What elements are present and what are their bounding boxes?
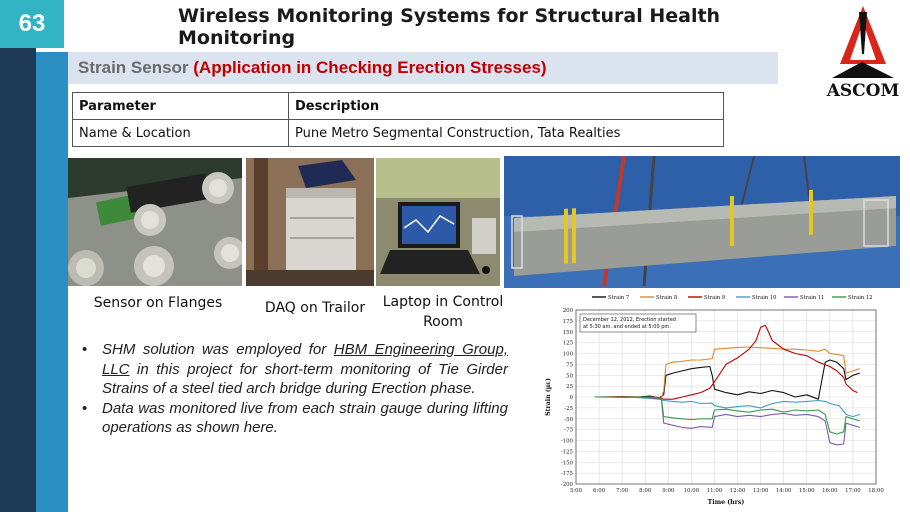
header-description: Description (289, 93, 724, 120)
chart-annotation (580, 314, 696, 332)
bullet-1-lead: SHM solution was employed for (102, 341, 334, 358)
tie-girder-lift-photo (504, 156, 900, 288)
y-tick-label: 50 (566, 373, 573, 380)
subtitle-application: (Application in Checking Erection Stresses) (193, 58, 547, 77)
y-axis-label: Strain (µε) (545, 378, 552, 416)
x-tick-label: 13:00 (752, 488, 769, 494)
cell-description: Pune Metro Segmental Construction, Tata Realties (289, 120, 724, 147)
annotation-text: December 12, 2012, Erection started (583, 317, 676, 323)
y-tick-label: -25 (564, 405, 573, 412)
legend-label: Strain 8 (656, 295, 678, 301)
caption-laptop: Laptop in Control Room (382, 294, 504, 330)
x-axis-label: Time (hrs) (707, 499, 745, 506)
annotation-text: at 5:30 am. and ended at 5:00 pm. (583, 324, 671, 330)
y-tick-label: -175 (560, 471, 573, 478)
y-tick-label: -125 (560, 449, 573, 456)
x-tick-label: 12:00 (729, 488, 746, 494)
caption-daq: DAQ on Trailor (264, 300, 366, 316)
subtitle-bar (68, 52, 778, 84)
y-tick-label: -100 (560, 438, 573, 445)
legend-label: Strain 12 (848, 295, 873, 301)
header-parameter: Parameter (73, 93, 289, 120)
subtitle-main: Strain Sensor (78, 58, 194, 77)
table-row (73, 120, 724, 147)
bullet-item-1 (80, 340, 508, 399)
x-tick-label: 15:00 (798, 488, 815, 494)
strain-chart (542, 288, 890, 512)
caption-sensor: Sensor on Flanges (93, 295, 223, 311)
y-tick-label: -150 (560, 460, 573, 467)
sensor-flange-photo (68, 158, 242, 286)
x-tick-label: 14:00 (775, 488, 792, 494)
y-tick-label: 150 (562, 329, 573, 336)
daq-trailer-photo (246, 158, 374, 286)
y-tick-label: 175 (562, 318, 573, 325)
logo-text: ASCOM (826, 81, 900, 101)
x-tick-label: 10:00 (683, 488, 700, 494)
bullet-item-2 (80, 399, 508, 438)
legend-label: Strain 10 (752, 295, 777, 301)
x-tick-label: 7:00 (616, 488, 629, 494)
y-tick-label: 0 (569, 395, 573, 401)
x-tick-label: 6:00 (593, 488, 606, 494)
y-tick-label: -200 (560, 482, 573, 488)
legend-label: Strain 7 (608, 295, 630, 301)
bullet-1-rest: in this project for short-term monitoring of Tie Girder Strains of a steel tied arch bridge during Erection phase. (102, 360, 508, 397)
legend-label: Strain 9 (704, 295, 726, 301)
bullet-2-text: Data was monitored live from each strain gauge during lifting operations as shown here. (102, 399, 508, 436)
page-title: Wireless Monitoring Systems for Structural Health Monitoring (178, 5, 721, 49)
y-tick-label: 25 (566, 384, 573, 391)
y-tick-label: 200 (562, 308, 573, 314)
cell-parameter: Name & Location (73, 120, 289, 147)
left-stripe-blue (36, 52, 68, 512)
title-bar (68, 4, 820, 50)
legend-label: Strain 11 (800, 295, 825, 301)
parameter-table (72, 92, 724, 147)
client-link[interactable]: HBM Engineering Group, LLC (102, 341, 508, 378)
y-tick-label: 75 (566, 362, 573, 369)
x-tick-label: 9:00 (662, 488, 675, 494)
x-tick-label: 16:00 (822, 488, 838, 494)
x-tick-label: 5:00 (569, 488, 583, 494)
x-tick-label: 8:00 (639, 488, 652, 494)
x-tick-label: 18:00 (868, 488, 884, 494)
slide-number: 63 (0, 0, 64, 48)
y-tick-label: -75 (564, 427, 573, 434)
x-tick-label: 17:00 (845, 488, 861, 494)
ascom-logo (818, 2, 908, 102)
bullet-list (80, 340, 508, 438)
table-header-row (73, 93, 724, 120)
x-tick-label: 11:00 (706, 488, 723, 494)
left-stripe-dark (0, 0, 36, 512)
subtitle (78, 58, 547, 78)
y-tick-label: 125 (562, 340, 573, 347)
y-tick-label: 100 (562, 351, 573, 358)
y-tick-label: -50 (564, 416, 573, 423)
laptop-control-room-photo (376, 158, 500, 286)
